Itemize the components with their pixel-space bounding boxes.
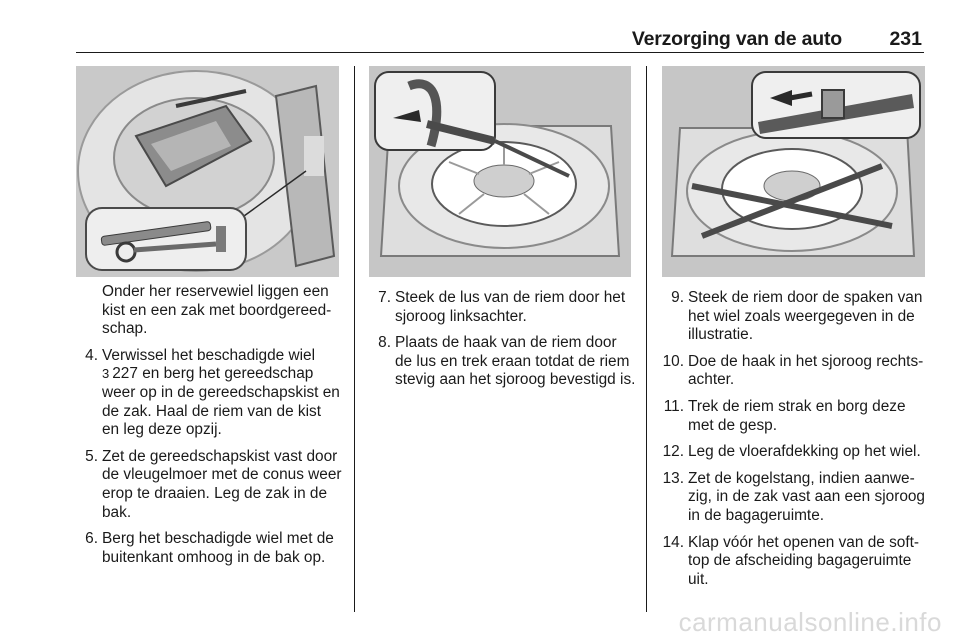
- figure-strap-buckle: [662, 66, 925, 277]
- figure-strap-left: [369, 66, 631, 277]
- list-item: 9. Steek de riem door de spaken van het wiel zoals weergegeven in de illustratie.: [671, 289, 923, 344]
- watermark: carmanualsonline.info: [678, 607, 942, 637]
- list-item: 7. Steek de lus van de riem door het sjoroog linksachter.: [378, 289, 626, 325]
- column-divider-1: [354, 66, 355, 612]
- page-ref-arrow-icon: 3: [102, 366, 110, 382]
- figure-toolkit: [76, 66, 339, 277]
- list-item: 8. Plaats de haak van de riem door de lus en trek eraan totdat de riem stevig aan het sjoroog bevestigd is.: [378, 334, 636, 389]
- header-rule: [76, 52, 924, 53]
- page-ref[interactable]: 227: [112, 365, 138, 383]
- column-divider-2: [646, 66, 647, 612]
- page-number: 231: [889, 28, 922, 50]
- intro-paragraph: Onder her reservewiel liggen een kist en een zak met boordgereed-schap.: [102, 283, 332, 338]
- column-2-text: [369, 283, 637, 390]
- list-item: 6. Berg het beschadigde wiel met de buitenkant omhoog in de bak op.: [85, 530, 334, 566]
- list-item: 14. Klap vóór het openen van de soft-top de afscheiding bagageruimte uit.: [662, 533, 920, 588]
- list-item: 11. Trek de riem strak en borg deze met de gesp.: [663, 397, 906, 434]
- list-item: 13. Zet de kogelstang, indien aanwe-zig, in de zak vast aan een sjoroog in de bagageruimte.: [662, 469, 925, 524]
- list-item: 12. Leg de vloerafdekking op het wiel.: [662, 443, 921, 461]
- list-item: 4. Verwissel het beschadigde wiel 3 227 en berg het gereedschap weer op in de gereedschapskist en de zak. Haal de riem van de kist en leg deze opzij.: [85, 346, 340, 439]
- column-1-text: [76, 283, 342, 567]
- list-item: 10. Doe de haak in het sjoroog rechts-achter.: [662, 352, 924, 389]
- page-title: Verzorging van de auto: [631, 28, 842, 50]
- list-item: 5. Zet de gereedschapskist vast door de vleugelmoer met de conus weer erop te draaien. Leg de zak in de bak.: [85, 447, 342, 521]
- column-3-text: [659, 283, 929, 589]
